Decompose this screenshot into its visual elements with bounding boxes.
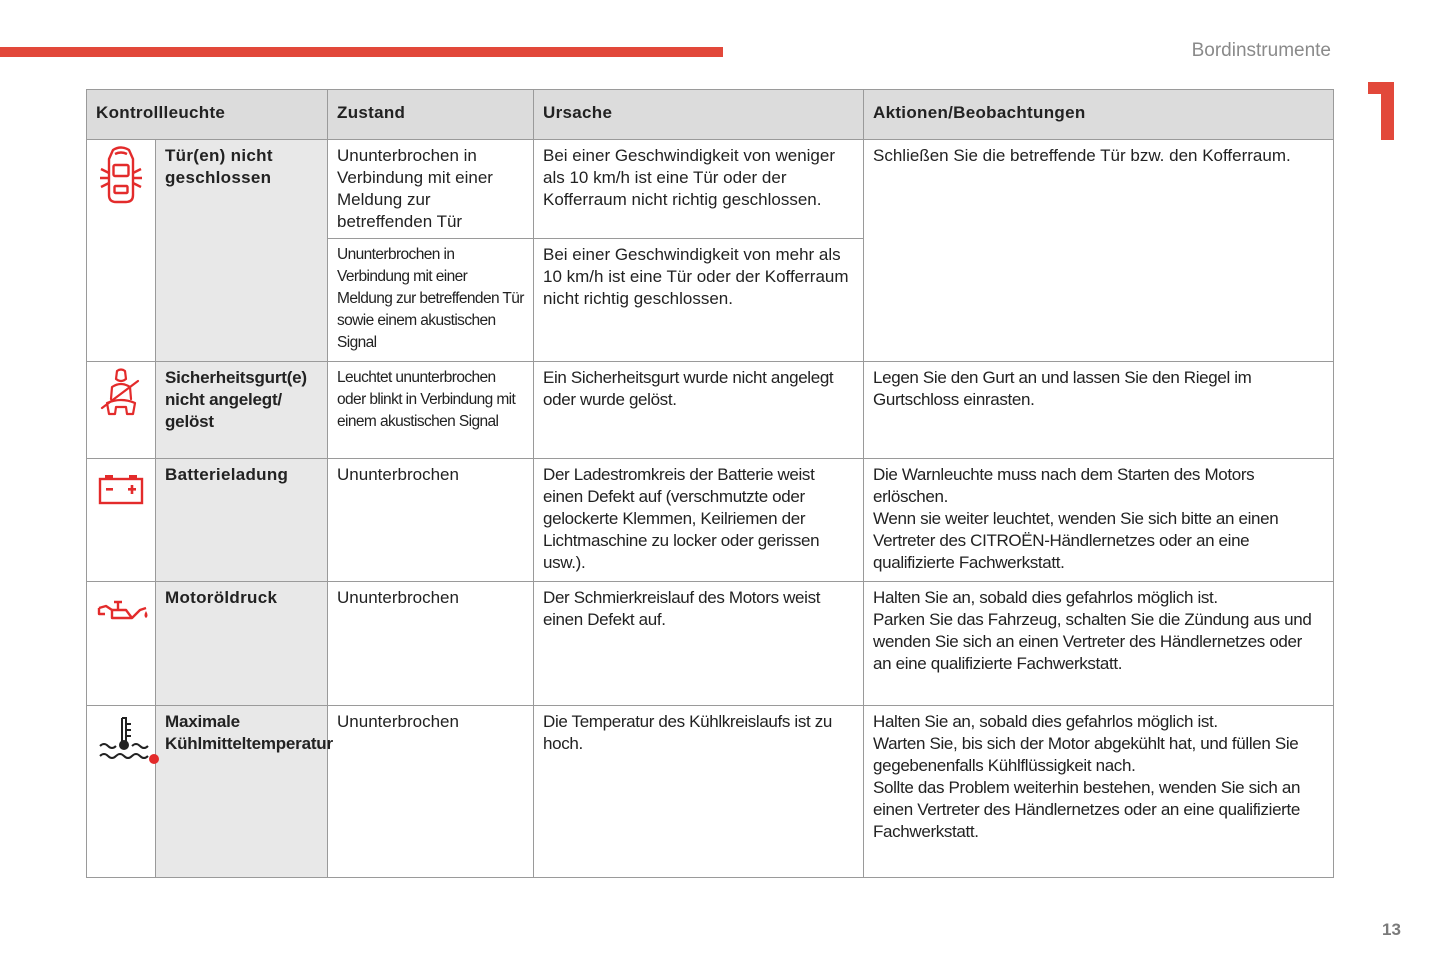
warning-name: Batterieladung — [156, 459, 328, 582]
action-line: Parken Sie das Fahrzeug, schalten Sie die Zündung aus und wenden Sie sich an einen Vertreter des Händlernetzes oder an eine qualifizierte Fachwerkstatt. — [873, 610, 1312, 673]
cause-cell: Bei einer Geschwindigkeit von weniger als 10 km/h ist eine Tür oder der Kofferraum nicht richtig geschlossen. — [534, 140, 864, 239]
table-row — [87, 140, 1334, 239]
oil-pressure-icon — [96, 598, 146, 628]
indicator-dot — [149, 754, 159, 764]
battery-icon — [96, 473, 146, 505]
state-cell: Ununterbrochen — [328, 459, 534, 582]
action-cell — [864, 582, 1334, 706]
icon-cell — [87, 140, 156, 362]
warning-name: Tür(en) nicht geschlossen — [156, 140, 328, 362]
door-open-icon — [96, 145, 146, 205]
cause-cell: Bei einer Geschwindigkeit von mehr als 10 km/h ist eine Tür oder der Kofferraum nicht richtig geschlossen. — [534, 239, 864, 362]
icon-cell — [87, 706, 156, 878]
state-cell: Ununterbrochen — [328, 706, 534, 878]
action-line: Sollte das Problem weiterhin bestehen, wenden Sie sich an einen Vertreter des Händlernetzes oder an eine qualifizierte Fachwerkstatt. — [873, 778, 1301, 841]
action-cell: Legen Sie den Gurt an und lassen Sie den Riegel im Gurtschloss einrasten. — [864, 362, 1334, 459]
state-cell: Ununterbrochen — [328, 582, 534, 706]
section-title: Bordinstrumente — [1191, 40, 1331, 61]
coolant-temperature-icon — [96, 714, 146, 766]
action-cell — [864, 706, 1334, 878]
chapter-number — [1368, 82, 1396, 140]
icon-cell — [87, 362, 156, 459]
column-header-zustand: Zustand — [328, 90, 534, 140]
table-row — [87, 706, 1334, 878]
icon-cell — [87, 582, 156, 706]
action-cell: Schließen Sie die betreffende Tür bzw. den Kofferraum. — [864, 140, 1334, 362]
table-row — [87, 582, 1334, 706]
warning-name: Maximale Kühlmitteltemperatur — [156, 706, 328, 878]
column-header-kontrollleuchte: Kontrollleuchte — [87, 90, 328, 140]
state-cell: Ununterbrochen in Verbindung mit einer Meldung zur betreffenden Tür — [328, 140, 534, 239]
action-line: Wenn sie weiter leuchtet, wenden Sie sich bitte an einen Vertreter des CITROËN-Händlernetzes oder an eine qualifizierte Fachwerkstatt. — [873, 509, 1279, 572]
page-number: 13 — [1382, 920, 1401, 939]
action-cell — [864, 459, 1334, 582]
table-row — [87, 459, 1334, 582]
action-line: Halten Sie an, sobald dies gefahrlos möglich ist. — [873, 588, 1218, 607]
table-header-row — [87, 90, 1334, 140]
cause-cell: Der Ladestromkreis der Batterie weist einen Defekt auf (verschmutzte oder gelockerte Klemmen, Keilriemen der Lichtmaschine zu locker oder gerissen usw.). — [534, 459, 864, 582]
cause-cell: Die Temperatur des Kühlkreislaufs ist zu hoch. — [534, 706, 864, 878]
cause-cell: Ein Sicherheitsgurt wurde nicht angelegt oder wurde gelöst. — [534, 362, 864, 459]
column-header-ursache: Ursache — [534, 90, 864, 140]
warning-lights-table — [86, 89, 1334, 878]
action-line: Halten Sie an, sobald dies gefahrlos möglich ist. — [873, 712, 1218, 731]
icon-cell — [87, 459, 156, 582]
table-row — [87, 362, 1334, 459]
header-accent-bar — [0, 47, 723, 57]
action-line: Warten Sie, bis sich der Motor abgekühlt hat, und füllen Sie gegebenenfalls Kühlflüssigkeit nach. — [873, 734, 1299, 775]
warning-name: Motoröldruck — [156, 582, 328, 706]
state-cell: Ununterbrochen in Verbindung mit einer Meldung zur betreffenden Tür sowie einem akustischen Signal — [328, 239, 534, 362]
action-line: Die Warnleuchte muss nach dem Starten des Motors erlöschen. — [873, 465, 1255, 506]
cause-cell: Der Schmierkreislauf des Motors weist einen Defekt auf. — [534, 582, 864, 706]
warning-name: Sicherheitsgurt(e) nicht angelegt/ gelöst — [156, 362, 328, 459]
seatbelt-icon — [96, 367, 146, 419]
column-header-aktionen: Aktionen/Beobachtungen — [864, 90, 1334, 140]
state-cell: Leuchtet ununterbrochen oder blinkt in Verbindung mit einem akustischen Signal — [328, 362, 534, 459]
